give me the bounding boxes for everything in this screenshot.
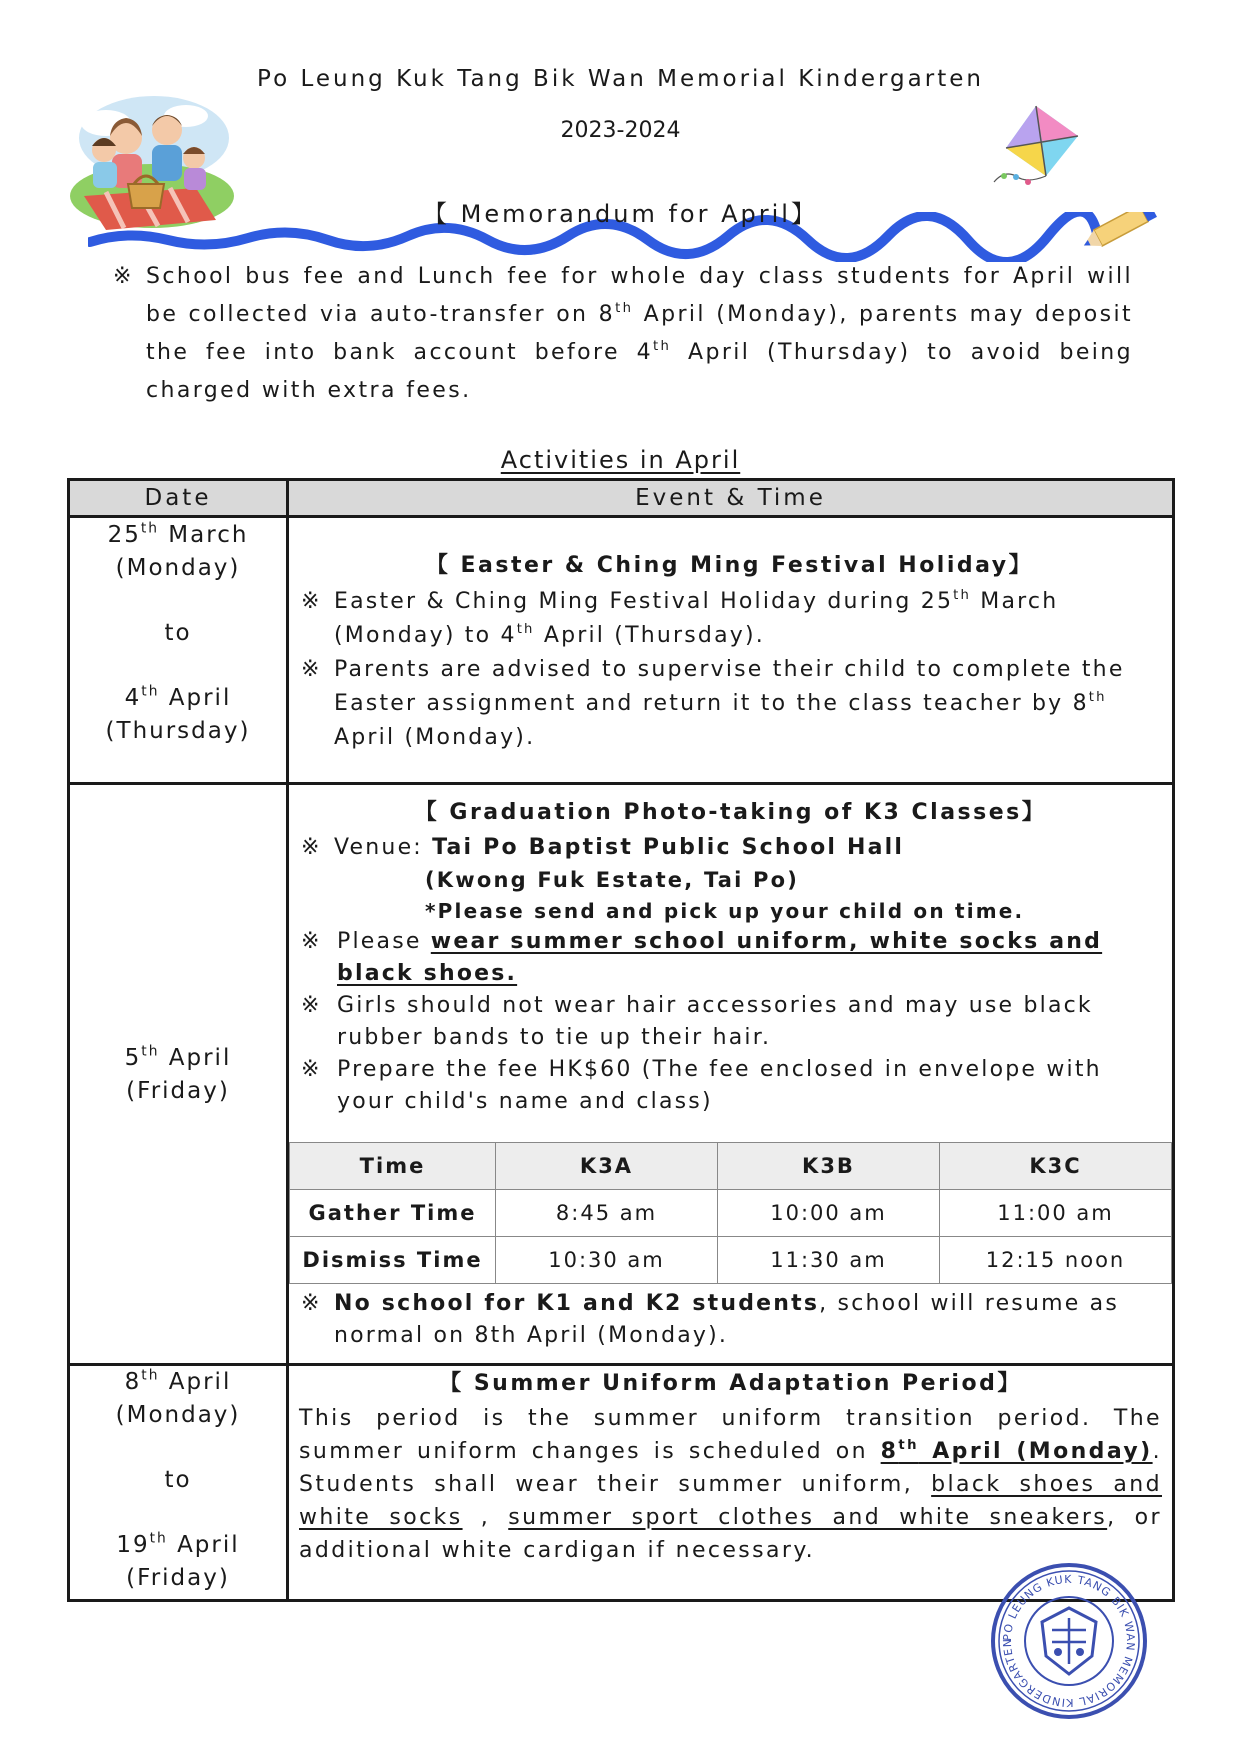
- date-column-header: Date: [69, 480, 288, 517]
- memo-title: 【 Memorandum for April】: [423, 200, 818, 228]
- bullet-hair: ※ Girls should not wear hair accessories and may use black rubber bands to tie up their hair.: [301, 993, 1093, 1050]
- svg-text:PO LEUNG KUK TANG BIK WAN MEMO: PO LEUNG KUK TANG BIK WAN MEMORIAL KINDERGARTEN: [1000, 1572, 1138, 1710]
- table-header-row: [69, 480, 1174, 517]
- reference-mark: ※: [113, 264, 134, 289]
- schedule-table: [289, 1142, 1172, 1284]
- table-row-easter: [69, 517, 1174, 784]
- fee-notice: ※ School bus fee and Lunch fee for whole day class students for April will be collected via auto-transfer on 8th April (Monday), parents may deposit the fee into bank account before 4th April (Thursday) to avoid being charged with extra fees.: [113, 258, 1133, 410]
- schedule-header-row: [290, 1143, 1172, 1190]
- activities-title: Activities in April: [500, 446, 741, 474]
- schedule-header: K3C: [940, 1143, 1172, 1190]
- summer-uniform-text: This period is the summer uniform transition period. The summer uniform changes is scheduled on 8th April (Monday). Students shall wear their summer uniform, black shoes and white socks , summer sport clothes and white sneakers, or additional white cardigan if necessary.: [299, 1406, 1162, 1563]
- bullet-assignment: ※ Parents are advised to supervise their child to complete the Easter assignment and return it to the class teacher by 8th April (Monday).: [301, 657, 1125, 750]
- schedule-cell: 10:00 am: [718, 1190, 940, 1237]
- bullet-venue: ※ Venue: Tai Po Baptist Public School Hall: [301, 835, 905, 860]
- activities-table: [67, 478, 1175, 1602]
- date-cell-summer: 8th April (Monday) to 19th April (Friday): [69, 1365, 288, 1601]
- bullet-fee: ※ Prepare the fee HK$60 (The fee enclosed in envelope with your child's name and class): [301, 1057, 1102, 1114]
- event-column-header: Event & Time: [288, 480, 1174, 517]
- bullet-no-school: ※ No school for K1 and K2 students, school will resume as normal on 8th April (Monday).: [301, 1291, 1120, 1348]
- schedule-cell: 10:30 am: [496, 1237, 718, 1284]
- school-name: Po Leung Kuk Tang Bik Wan Memorial Kindergarten: [257, 66, 984, 92]
- event-title-easter: 【 Easter & Ching Ming Festival Holiday】: [425, 553, 1034, 578]
- event-cell-graduation: [288, 784, 1174, 1365]
- bullet-uniform: ※ Please wear summer school uniform, white socks and black shoes.: [301, 929, 1103, 986]
- date-cell-easter: 25th March (Monday) to 4th April (Thursday): [69, 517, 288, 784]
- schedule-row-gather: [290, 1190, 1172, 1237]
- schedule-cell: 11:00 am: [940, 1190, 1172, 1237]
- schedule-cell: Gather Time: [290, 1190, 496, 1237]
- schedule-header: K3A: [496, 1143, 718, 1190]
- table-row-graduation: [69, 784, 1174, 1365]
- schedule-cell: 11:30 am: [718, 1237, 940, 1284]
- school-seal-stamp: [988, 1560, 1150, 1722]
- event-cell-easter: [288, 517, 1174, 784]
- venue-note: *Please send and pick up your child on time.: [425, 899, 1025, 923]
- schedule-cell: 8:45 am: [496, 1190, 718, 1237]
- schedule-row-dismiss: [290, 1237, 1172, 1284]
- event-title-summer: 【 Summer Uniform Adaptation Period】: [439, 1371, 1022, 1396]
- date-cell-graduation: 5th April (Friday): [69, 784, 288, 1365]
- schedule-cell: Dismiss Time: [290, 1237, 496, 1284]
- venue-area: (Kwong Fuk Estate, Tai Po): [425, 868, 800, 892]
- schedule-header: Time: [290, 1143, 496, 1190]
- schedule-header: K3B: [718, 1143, 940, 1190]
- bullet-holiday: ※ Easter & Ching Ming Festival Holiday during 25th March (Monday) to 4th April (Thursday).: [301, 587, 1059, 648]
- event-title-graduation: 【 Graduation Photo-taking of K3 Classes】: [414, 800, 1047, 825]
- academic-year: 2023-2024: [560, 118, 681, 143]
- schedule-cell: 12:15 noon: [940, 1237, 1172, 1284]
